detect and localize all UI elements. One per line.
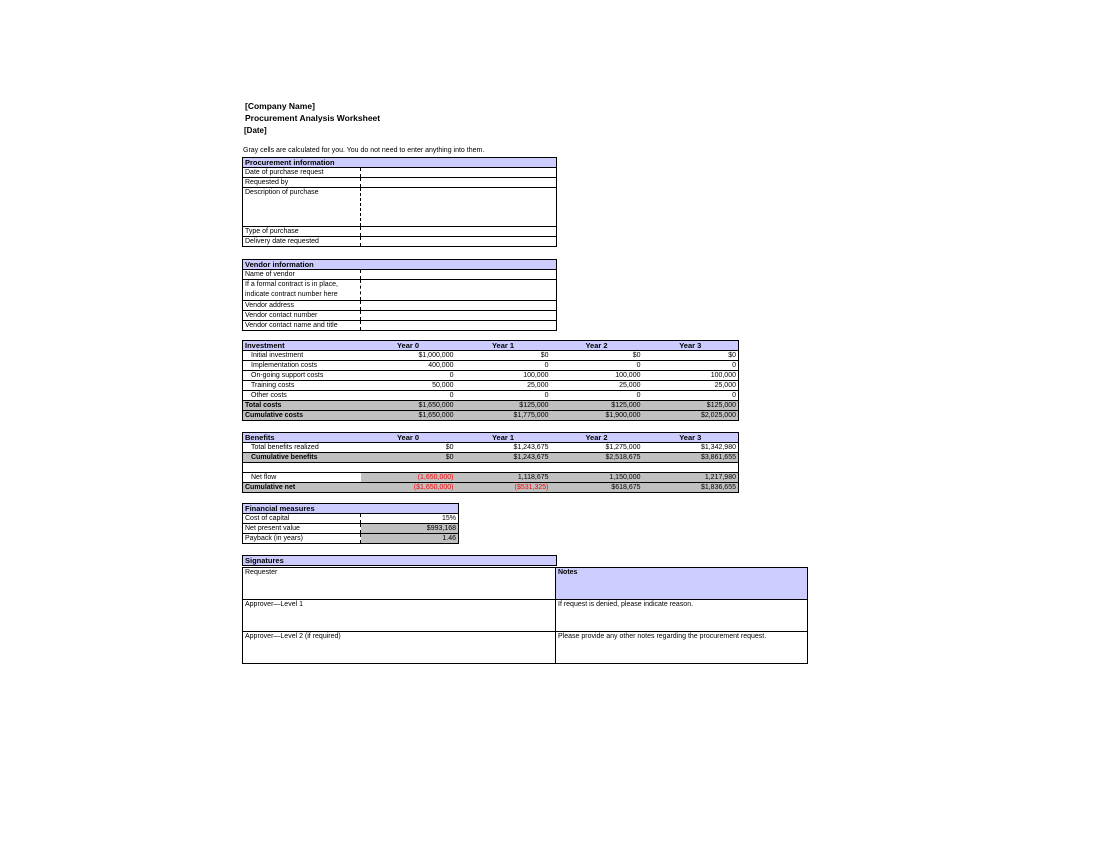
cost-cell[interactable]: 25,000	[643, 381, 739, 391]
worksheet-title: Procurement Analysis Worksheet	[245, 113, 381, 123]
cost-cell[interactable]: 100,000	[551, 371, 643, 381]
net-flow-cell: 1,118,675	[456, 473, 551, 483]
notes-heading: Notes	[556, 568, 808, 600]
year-header: Year 2	[551, 341, 643, 351]
investment-heading: Investment	[243, 341, 361, 351]
cost-cell[interactable]: 100,000	[643, 371, 739, 381]
total-costs-cell: $125,000	[643, 401, 739, 411]
vendor-input[interactable]	[361, 270, 557, 280]
procurement-input[interactable]	[361, 227, 557, 237]
procurement-input[interactable]	[361, 188, 557, 227]
vendor-input[interactable]	[361, 301, 557, 311]
investment-table	[242, 340, 739, 421]
procurement-label: Description of purchase	[243, 188, 361, 227]
year-header: Year 3	[643, 341, 739, 351]
procurement-input[interactable]	[361, 237, 557, 247]
signature-approver-1[interactable]: Approver—Level 1	[243, 600, 556, 632]
cumulative-benefits-cell: $1,243,675	[456, 453, 551, 463]
signatures-table	[242, 555, 808, 566]
cost-label: Other costs	[243, 391, 361, 401]
cost-label: Initial investment	[243, 351, 361, 361]
company-name: [Company Name]	[245, 101, 315, 111]
date-field: [Date]	[244, 126, 267, 135]
cumulative-benefits-label: Cumulative benefits	[243, 453, 361, 463]
total-costs-cell: $125,000	[456, 401, 551, 411]
total-costs-label: Total costs	[243, 401, 361, 411]
benefit-cell[interactable]: $1,243,675	[456, 443, 551, 453]
year-header: Year 3	[643, 433, 739, 443]
cost-label: Implementation costs	[243, 361, 361, 371]
procurement-input[interactable]	[361, 178, 557, 188]
year-header: Year 2	[551, 433, 643, 443]
cost-cell[interactable]: 0	[456, 391, 551, 401]
benefit-cell[interactable]: $1,275,000	[551, 443, 643, 453]
cost-cell[interactable]: $0	[456, 351, 551, 361]
procurement-label: Delivery date requested	[243, 237, 361, 247]
cumulative-net-cell: $618,675	[551, 483, 643, 493]
vendor-input[interactable]	[361, 280, 557, 301]
gray-cells-note: Gray cells are calculated for you. You do not need to enter anything into them.	[243, 147, 485, 154]
vendor-table	[242, 259, 557, 331]
cost-cell[interactable]: 0	[551, 391, 643, 401]
cost-cell[interactable]: 100,000	[456, 371, 551, 381]
vendor-heading: Vendor information	[243, 260, 557, 270]
financial-label: Payback (in years)	[243, 534, 361, 544]
financial-label: Cost of capital	[243, 514, 361, 524]
npv-cell: $993,168	[361, 524, 459, 534]
procurement-label: Date of purchase request	[243, 168, 361, 178]
cost-cell[interactable]: 0	[361, 371, 456, 381]
signature-requester[interactable]: Requester	[243, 568, 556, 600]
notes-cell[interactable]: Please provide any other notes regarding the procurement request.	[558, 633, 767, 640]
cumulative-costs-label: Cumulative costs	[243, 411, 361, 421]
cumulative-net-cell: ($1,650,000)	[361, 483, 456, 493]
benefit-cell[interactable]: $1,342,980	[643, 443, 739, 453]
cumulative-costs-cell: $1,775,000	[456, 411, 551, 421]
cumulative-costs-cell: $1,900,000	[551, 411, 643, 421]
signatures-heading: Signatures	[243, 556, 557, 566]
year-header: Year 0	[361, 433, 456, 443]
total-costs-cell: $125,000	[551, 401, 643, 411]
cost-cell[interactable]: 0	[361, 391, 456, 401]
cost-label: On-going support costs	[243, 371, 361, 381]
year-header: Year 1	[456, 341, 551, 351]
cumulative-costs-cell: $2,025,000	[643, 411, 739, 421]
signatures-grid	[242, 567, 808, 664]
cost-cell[interactable]: 0	[551, 361, 643, 371]
net-flow-label: Net flow	[243, 473, 361, 483]
signature-approver-2[interactable]: Approver—Level 2 (if required)	[243, 632, 556, 664]
cost-cell[interactable]: 0	[643, 361, 739, 371]
spacer-row	[243, 463, 739, 473]
cost-cell[interactable]: $0	[643, 351, 739, 361]
year-header: Year 1	[456, 433, 551, 443]
cumulative-benefits-cell: $2,518,675	[551, 453, 643, 463]
cumulative-costs-cell: $1,650,000	[361, 411, 456, 421]
cost-cell[interactable]: 25,000	[551, 381, 643, 391]
cumulative-net-cell: $1,836,655	[643, 483, 739, 493]
cost-cell[interactable]: 25,000	[456, 381, 551, 391]
procurement-label: Type of purchase	[243, 227, 361, 237]
benefits-realized-label: Total benefits realized	[243, 443, 361, 453]
vendor-label: Vendor contact name and title	[243, 321, 361, 331]
vendor-label: Name of vendor	[243, 270, 361, 280]
cumulative-net-label: Cumulative net	[243, 483, 361, 493]
total-costs-cell: $1,650,000	[361, 401, 456, 411]
benefits-table	[242, 432, 739, 493]
financial-label: Net present value	[243, 524, 361, 534]
financial-table	[242, 503, 459, 544]
cumulative-benefits-cell: $3,861,655	[643, 453, 739, 463]
cost-cell[interactable]: 0	[643, 391, 739, 401]
net-flow-cell: 1,217,980	[643, 473, 739, 483]
vendor-input[interactable]	[361, 311, 557, 321]
cost-cell[interactable]: 0	[456, 361, 551, 371]
vendor-label: Vendor contact number	[243, 311, 361, 321]
cost-cell[interactable]: 400,000	[361, 361, 456, 371]
year-header: Year 0	[361, 341, 456, 351]
benefits-heading: Benefits	[243, 433, 361, 443]
procurement-heading: Procurement information	[243, 158, 557, 168]
cumulative-benefits-cell: $0	[361, 453, 456, 463]
procurement-table	[242, 157, 557, 247]
cumulative-net-cell: ($531,325)	[456, 483, 551, 493]
cost-cell[interactable]: $0	[551, 351, 643, 361]
procurement-label: Requested by	[243, 178, 361, 188]
cost-cell[interactable]: 50,000	[361, 381, 456, 391]
vendor-label: Vendor address	[243, 301, 361, 311]
benefit-cell[interactable]: $0	[361, 443, 456, 453]
payback-cell: 1.46	[361, 534, 459, 544]
procurement-input[interactable]	[361, 168, 557, 178]
vendor-input[interactable]	[361, 321, 557, 331]
cost-label: Training costs	[243, 381, 361, 391]
cost-cell[interactable]: $1,000,000	[361, 351, 456, 361]
notes-cell[interactable]: If request is denied, please indicate reason.	[558, 601, 694, 608]
net-flow-cell: 1,150,000	[551, 473, 643, 483]
financial-heading: Financial measures	[243, 504, 459, 514]
cost-of-capital-cell[interactable]: 15%	[361, 514, 459, 524]
net-flow-cell: (1,650,000)	[361, 473, 456, 483]
vendor-label: If a formal contract is in place, indicate contract number here	[243, 280, 361, 301]
